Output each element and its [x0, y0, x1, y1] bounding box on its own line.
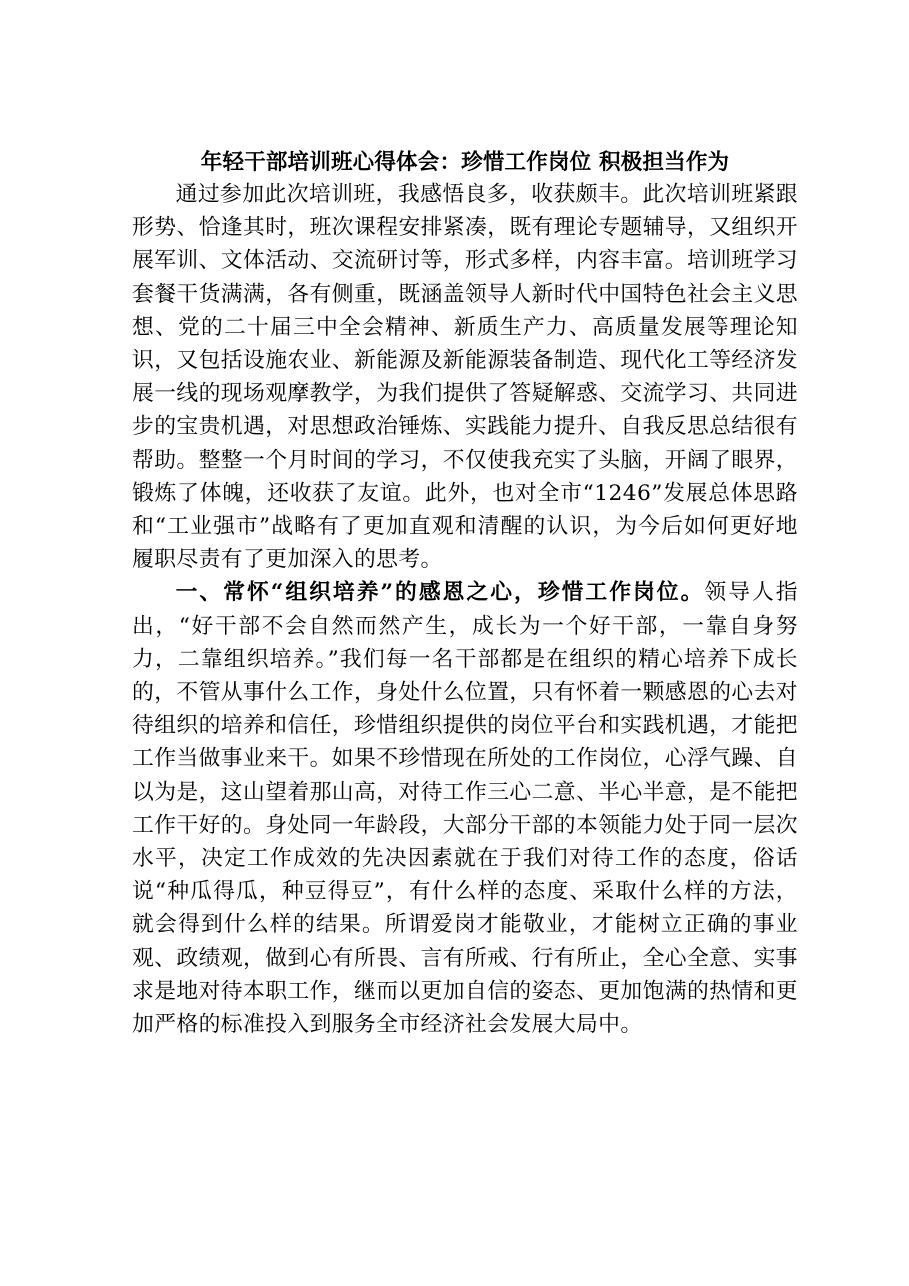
paragraph-intro — [132, 178, 798, 576]
paragraph-section-one — [132, 576, 798, 1041]
section-one-heading: 一、常怀“组织培养”的感恩之心，珍惜工作岗位。 — [175, 580, 705, 606]
paragraph-intro-text: 通过参加此次培训班，我感悟良多，收获颇丰。此次培训班紧跟形势、恰逢其时，班次课程安排紧凑，既有理论专题辅导，又组织开展军训、文体活动、交流研讨等，形式多样，内容丰富。培训班学习套餐干货满满，各有侧重，既涵盖领导人新时代中国特色社会主义思想、党的二十届三中全会精神、新质生产力、高质量发展等理论知识，又包括设施农业、新能源及新能源装备制造、现代化工等经济发展一线的现场观摩教学，为我们提供了答疑解惑、交流学习、共同进步的宝贵机遇，对思想政治锤炼、实践能力提升、自我反思总结很有帮助。整整一个月时间的学习，不仅使我充实了头脑，开阔了眼界，锻炼了体魄，还收获了友谊。此外，也对全市“1246”发展总体思路和“工业强市”战略有了更加直观和清醒的认识，为今后如何更好地履职尽责有了更加深入的思考。 — [132, 182, 798, 573]
document-body — [132, 148, 798, 1041]
section-one-text: 领导人指出，“好干部不会自然而然产生，成长为一个好干部，一靠自身努力，二靠组织培养。”我们每一名干部都是在组织的精心培养下成长的，不管从事什么工作，身处什么位置，只有怀着一颗感恩的心去对待组织的培养和信任，珍惜组织提供的岗位平台和实践机遇，才能把工作当做事业来干。如果不珍惜现在所处的工作岗位，心浮气躁、自以为是，这山望着那山高，对待工作三心二意、半心半意，是不能把工作干好的。身处同一年龄段，大部分干部的本领能力处于同一层次水平，决定工作成效的先决因素就在于我们对待工作的态度，俗话说“种瓜得瓜，种豆得豆”，有什么样的态度、采取什么样的方法，就会得到什么样的结果。所谓爱岗才能敬业，才能树立正确的事业观、政绩观，做到心有所畏、言有所戒、行有所止，全心全意、实事求是地对待本职工作，继而以更加自信的姿态、更加饱满的热情和更加严格的标准投入到服务全市经济社会发展大局中。 — [132, 580, 798, 1038]
document-title: 年轻干部培训班心得体会：珍惜工作岗位 积极担当作为 — [200, 150, 730, 175]
